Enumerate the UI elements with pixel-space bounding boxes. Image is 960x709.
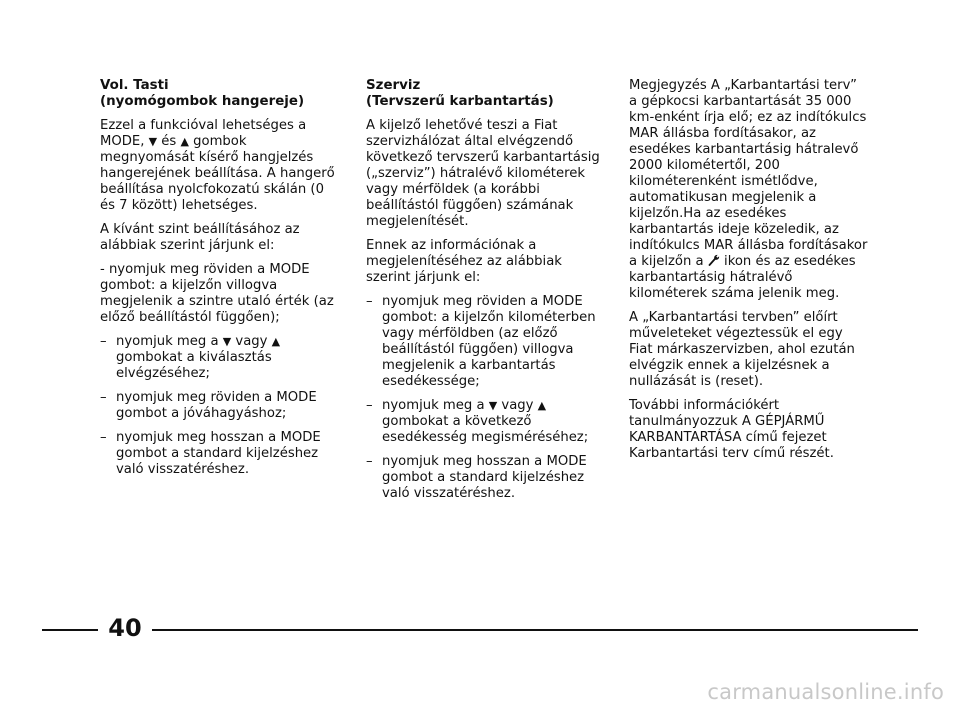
heading-title: Vol. Tasti: [100, 78, 169, 93]
paragraph: A kívánt szint beállításához az alábbiak szerint járjunk el:: [100, 222, 300, 253]
up-arrow-icon: ▲: [180, 135, 189, 148]
paragraph: A kijelző lehetővé teszi a Fiat szervizhálózat által elvégzendő következő tervszerű karbantartásig („szerviz”) hátralévő kilométerek vagy mérföldek (a korábbi beállítástól függően) számának megjelenítését.: [366, 118, 600, 229]
dash-marker: –: [366, 454, 373, 469]
list-item: – nyomjuk meg a ▼ vagy ▲ gombokat a kiválasztás elvégzéséhez;: [100, 334, 281, 381]
up-arrow-icon: ▲: [271, 335, 281, 348]
list-item: – nyomjuk meg röviden a MODE gombot a jóváhagyáshoz;: [100, 390, 317, 421]
heading-title: Szerviz: [366, 78, 421, 93]
up-arrow-icon: ▲: [537, 399, 547, 412]
dash-marker: –: [366, 294, 373, 309]
heading-subtitle: (Tervszerű karbantartás): [366, 94, 554, 109]
list-item: – nyomjuk meg a ▼ vagy ▲ gombokat a következő esedékesség megisméréséhez;: [366, 398, 589, 445]
dash-marker: –: [100, 334, 107, 349]
down-arrow-icon: ▼: [222, 335, 232, 348]
list-item: – nyomjuk meg hosszan a MODE gombot a standard kijelzéshez való visszatéréshez.: [100, 430, 321, 477]
column-szerviz: [366, 78, 606, 510]
column-vol-tasti: [100, 78, 340, 486]
paragraph: Megjegyzés A „Karbantartási terv” a gépkocsi karbantartását 35 000 km-enként írja elő; ez az indítókulcs MAR állásba fordításakor, az esedékes karbantartásig hátralevő 2000 kilométertől, 200 kilométerenként ismétlődve, automatikusan megjelenik a kijelzőn.Ha az esedékes karbantartás ideje közeledik, az indítókulcs MAR állásba fordításakor a kijelzőn a ikon és az esedékes karbantartásig hátralévő kilométerek száma jelenik meg.: [629, 78, 868, 301]
column-maintenance-note: [629, 78, 869, 470]
section-heading: [366, 78, 606, 110]
down-arrow-icon: ▼: [488, 399, 498, 412]
section-heading: [100, 78, 340, 110]
list-item: – nyomjuk meg röviden a MODE gombot: a kijelzőn kilométerben vagy mérföldben (az előző beállítástól függően) villogva megjelenik a karbantartás esedékessége;: [366, 294, 596, 389]
dash-marker: –: [366, 398, 373, 413]
wrench-icon: [708, 254, 720, 266]
list-item: – nyomjuk meg hosszan a MODE gombot a standard kijelzéshez való visszatéréshez.: [366, 454, 587, 501]
footer-rule-left: [42, 629, 98, 631]
paragraph: Ennek az információnak a megjelenítéséhez az alábbiak szerint járjunk el:: [366, 238, 562, 285]
down-arrow-icon: ▼: [148, 135, 158, 148]
heading-subtitle: (nyomógombok hangereje): [100, 94, 305, 109]
watermark: carmanualsonline.info: [707, 680, 944, 704]
paragraph: Ezzel a funkcióval lehetséges a MODE, ▼ és ▲ gombok megnyomását kísérő hangjelzés hangerejének beállítása. A hangerő beállítása nyolcfokozatú skálán (0 és 7 között) lehetséges.: [100, 118, 335, 213]
dash-marker: –: [100, 430, 107, 445]
paragraph: A „Karbantartási tervben” előírt műveleteket végeztessük el egy Fiat márkaszervizben, ahol ezután elvégzik ennek a kijelzésnek a nullázását is (reset).: [629, 310, 855, 389]
paragraph: További információkért tanulmányozzuk A GÉPJÁRMŰ KARBANTARTÁSA című fejezet Karbantartási terv című részét.: [629, 398, 834, 461]
footer-rule-right: [152, 629, 918, 631]
dash-marker: –: [100, 390, 107, 405]
page-number: 40: [108, 614, 142, 642]
list-item: - nyomjuk meg röviden a MODE gombot: a kijelzőn villogva megjelenik a szintre utaló érték (az előző beállítástól függően);: [100, 262, 334, 325]
